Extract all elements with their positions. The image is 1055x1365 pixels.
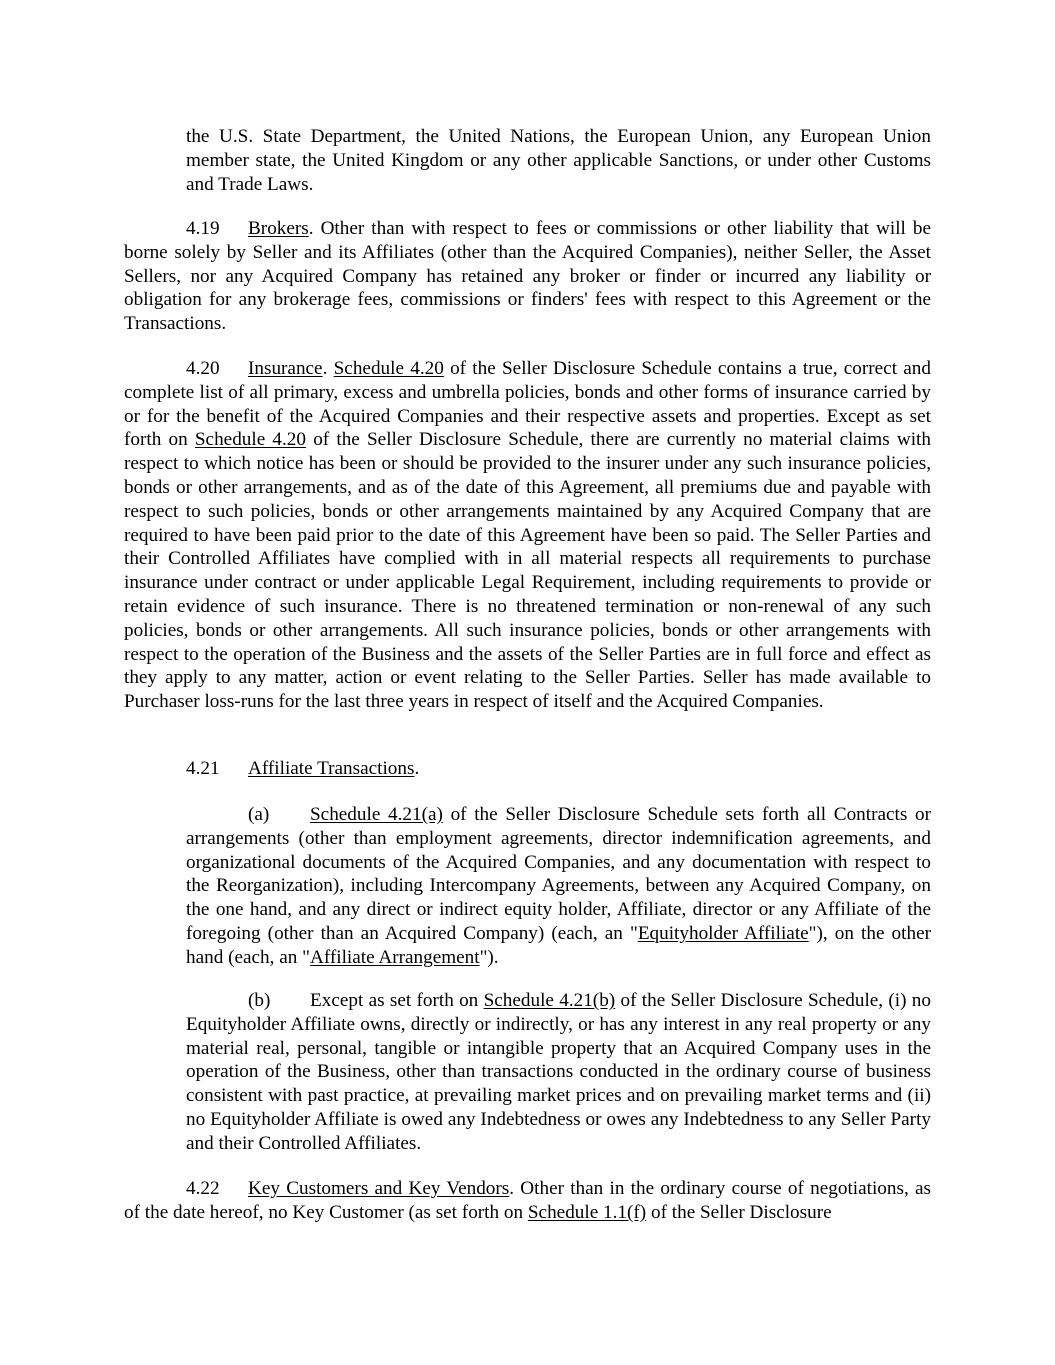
subsection-body: "). — [479, 946, 499, 968]
subsection-body: Except as set forth on — [310, 990, 484, 1011]
schedule-reference: Schedule 4.20 — [333, 358, 444, 379]
section-heading-insurance: Insurance — [248, 358, 323, 379]
section-body: of the Seller Disclosure — [646, 1201, 832, 1223]
heading-period: . — [414, 758, 420, 779]
continuation-paragraph: the U.S. State Department, the United Nations, the European Union, any European Union member state, the United Kingdom or any other applicable Sanctions, or under other Customs and Trade Laws. — [186, 126, 931, 195]
section-4-20 — [124, 357, 931, 714]
section-body: of the Seller Disclosure Schedule contains a true, correct and complete list of all primary, excess and umbrella policies, bonds and other forms of insurance carried by or for the benefit of the Acquired Companies and their respective assets and properties. Except as set forth on — [124, 358, 931, 451]
defined-term: Affiliate Arrangement — [309, 946, 480, 968]
subsection-body: of the Seller Disclosure Schedule sets forth all Contracts or arrangements (other than employment agreements, director indemnification agreements, and organizational documents of the Acquired Companies, and any documentation with respect to the Reorganization), including Intercompany Agreements, between any Acquired Company, on the one hand, and any direct or indirect equity holder, Affiliate, director or any Affiliate of the foregoing (other than an Acquired Company) (each, an " — [186, 804, 931, 944]
section-body: . Other than in the ordinary course of negotiations, as of the date hereof, no Key Customer (as set forth on — [124, 1178, 931, 1223]
schedule-reference: Schedule 4.21(b) — [483, 990, 616, 1011]
section-heading-key-customers: Key Customers and Key Vendors — [248, 1178, 510, 1199]
section-body: of the Seller Disclosure Schedule, there are currently no material claims with respect to which notice has been or should be provided to the insurer under any such insurance policies, bonds or other arrangements, and as of the date of this Agreement, all premiums due and payable with respect to such policies, bonds or other arrangements maintained by any Acquired Company that are required to have been paid prior to the date of this Agreement have been so paid. The Seller Parties and their Controlled Affiliates have complied with in all material respects all requirements to purchase insurance under contract or under applicable Legal Requirement, including requirements to provide or retain evidence of such insurance. There is no threatened termination or non-renewal of any such policies, bonds or other arrangements. All such insurance policies, bonds or other arrangements with respect to the operation of the Business and the assets of the Seller Parties are in full force and effect as they apply to any matter, action or event relating to the Seller Parties. Seller has made available to Purchaser loss-runs for the last three years in respect of itself and the Acquired Companies. — [124, 429, 931, 713]
schedule-reference: Schedule 1.1(f) — [527, 1201, 647, 1223]
subsection-label: (b) — [248, 990, 271, 1011]
schedule-reference: Schedule 4.20 — [194, 429, 306, 451]
section-4-21-b — [186, 989, 931, 1156]
subsection-body: of the Seller Disclosure Schedule, (i) no Equityholder Affiliate owns, directly or indirectly, or has any interest in any real property or any material real, personal, tangible or intangible property that an Acquired Company uses in the operation of the Business, other than transactions conducted in the ordinary course of business consistent with past practice, at prevailing market prices and on prevailing market terms and (ii) no Equityholder Affiliate is owed any Indebtedness or owes any Indebtedness to any Seller Party and their Controlled Affiliates. — [186, 990, 931, 1154]
section-4-19 — [124, 217, 931, 336]
section-4-21-a — [186, 803, 931, 970]
section-heading-brokers: Brokers — [248, 218, 309, 239]
separator: . — [322, 358, 334, 379]
subsection-label: (a) — [248, 804, 270, 825]
section-4-22 — [124, 1177, 931, 1225]
schedule-reference: Schedule 4.21(a) — [310, 804, 443, 825]
subsection-body: "), on the other hand (each, an " — [186, 922, 931, 968]
section-number: 4.21 — [186, 758, 220, 779]
section-number: 4.20 — [186, 358, 220, 379]
section-number: 4.22 — [186, 1178, 220, 1199]
defined-term: Equityholder Affiliate — [637, 922, 809, 944]
section-body: . Other than with respect to fees or commissions or other liability that will be borne solely by Seller and its Affiliates (other than the Acquired Companies), neither Seller, the Asset Sellers, nor any Acquired Company has retained any broker or finder or incurred any liability or obligation for any brokerage fees, commissions or finders' fees with respect to this Agreement or the Transactions. — [124, 218, 931, 335]
section-4-21 — [124, 757, 931, 781]
section-heading-affiliate-transactions: Affiliate Transactions — [248, 758, 415, 779]
section-number: 4.19 — [186, 218, 220, 239]
